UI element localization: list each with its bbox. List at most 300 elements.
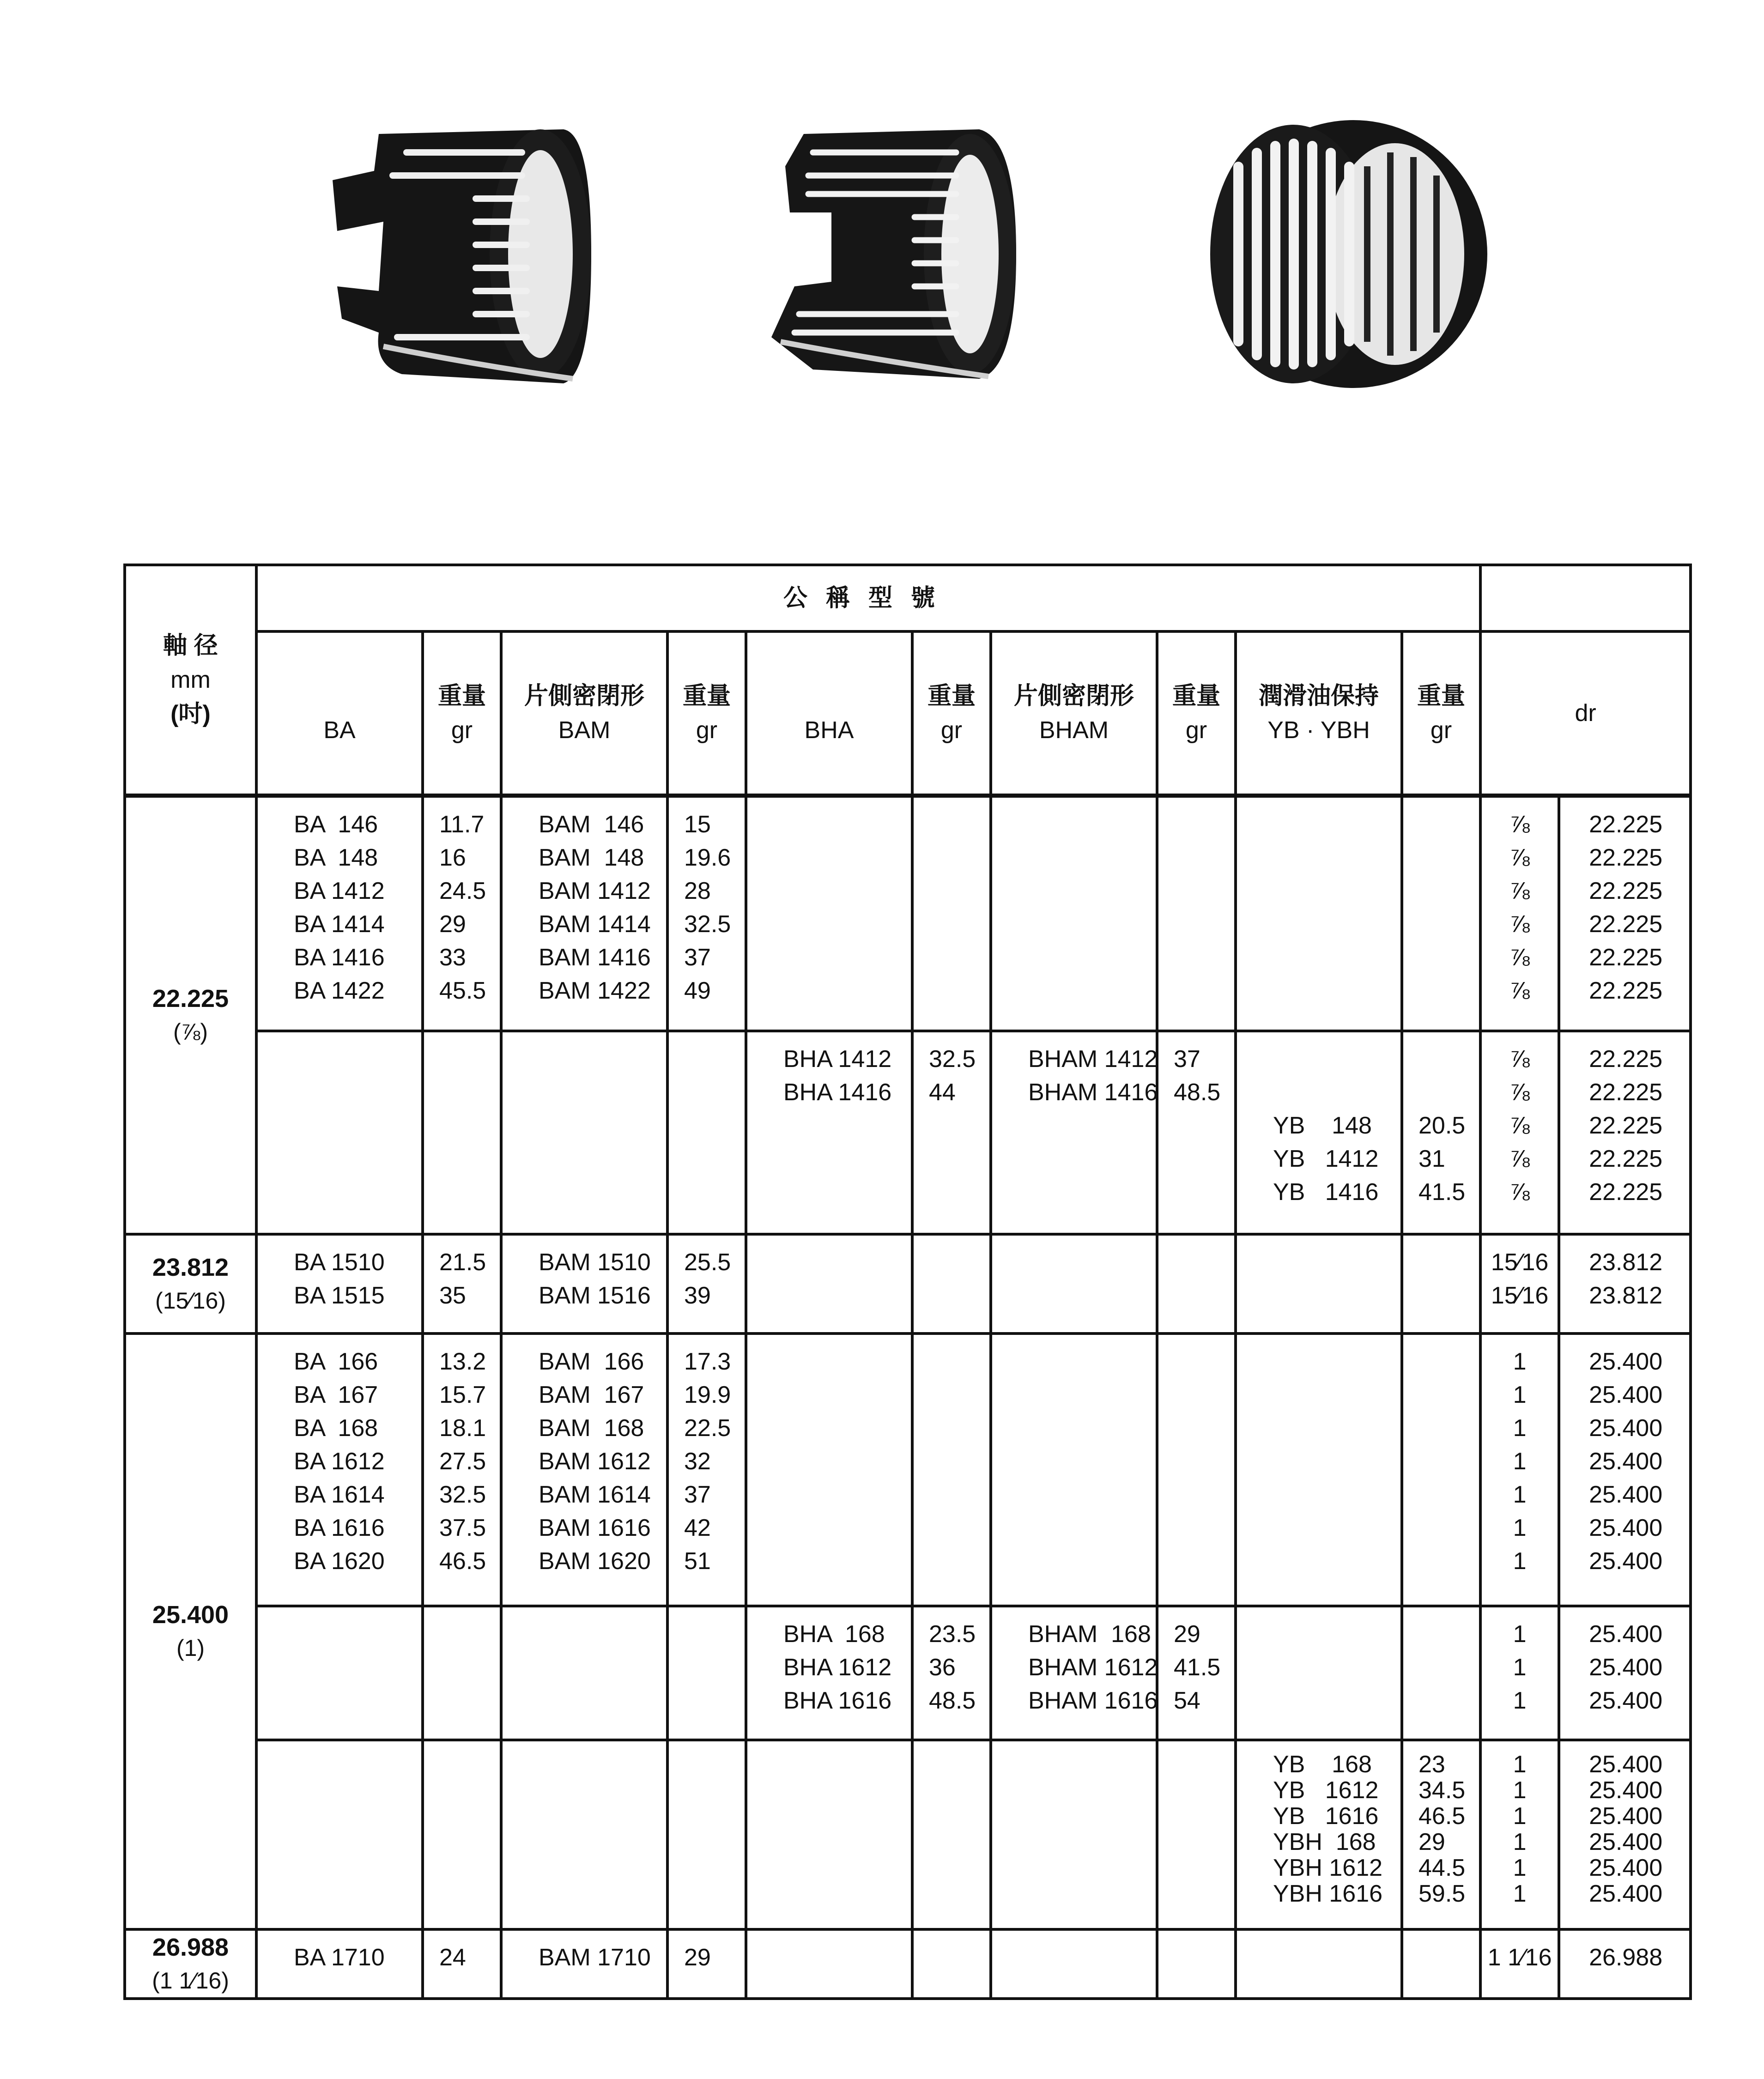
table-cell [667, 1606, 746, 1740]
table-cell [667, 1234, 746, 1333]
cell-value: BAM 1516 [539, 1282, 651, 1309]
cell-value [1418, 1043, 1479, 1076]
table-cell [1236, 1234, 1402, 1333]
cell-value: 35 [439, 1282, 466, 1309]
cell-value: 44 [929, 1079, 956, 1106]
table-cell [991, 1929, 1157, 1999]
cell-value: BAM 1416 [539, 944, 651, 971]
cell-value: BAM 166 [539, 1348, 644, 1375]
table-cell [1236, 1333, 1402, 1606]
cell-value: 22.225 [1589, 1079, 1663, 1106]
header-weight: 重量 gr [912, 631, 991, 795]
cell-value: ⅞ [1509, 977, 1530, 1004]
cell-value: ⅞ [1509, 877, 1530, 904]
cell-list [1482, 1032, 1558, 1209]
cell-value: 1 1⁄16 [1487, 1944, 1552, 1971]
needle-roller-bearing-half-icon [771, 129, 1016, 379]
cell-value: 25.400 [1589, 1880, 1663, 1907]
table-cell [912, 1929, 991, 1999]
cell-value: 39 [684, 1282, 711, 1309]
cell-value: BA 1616 [294, 1515, 385, 1541]
cell-value: 1 [1513, 1654, 1527, 1681]
cell-list [258, 1236, 421, 1312]
cell-value: 22.225 [1589, 1112, 1663, 1139]
cell-value: ⅞ [1509, 1146, 1530, 1172]
cell-value: 24 [439, 1944, 466, 1971]
table-cell [1480, 1606, 1559, 1740]
header-dr: dr [1480, 631, 1691, 795]
table-cell [1236, 1740, 1402, 1929]
cell-value: BA 1416 [294, 944, 385, 971]
table-cell [746, 1606, 912, 1740]
cell-value: BAM 1510 [539, 1249, 651, 1276]
header-weight: 重量 gr [667, 631, 746, 795]
cell-value: 1 [1513, 1829, 1527, 1855]
illustrations [0, 0, 1764, 508]
table-cell [1402, 795, 1480, 1031]
cell-value: BA 1710 [294, 1944, 385, 1971]
cell-value: 23.812 [1589, 1282, 1663, 1309]
cell-value: BHA 168 [783, 1621, 885, 1648]
cell-value: 1 [1513, 1855, 1527, 1881]
table-cell [1559, 1606, 1691, 1740]
table-cell [501, 1031, 667, 1234]
cell-value: ⅞ [1509, 1179, 1530, 1206]
cell-list [424, 798, 500, 1007]
table-cell [991, 1031, 1157, 1234]
table-cell [423, 1929, 501, 1999]
bha-bearing-figure [762, 120, 1021, 388]
table-row [125, 795, 1691, 1031]
cell-value: 37 [684, 944, 711, 971]
cell-value: 1 [1513, 1348, 1527, 1375]
cell-value: 37.5 [439, 1515, 486, 1541]
cell-value: 22.225 [1589, 811, 1663, 838]
cell-value: ⅞ [1509, 1079, 1530, 1106]
cell-list [669, 1931, 745, 1974]
table-row [125, 1234, 1691, 1333]
cell-list [424, 1931, 500, 1974]
cell-value: BHAM 1416 [1028, 1079, 1158, 1106]
table-cell [423, 1234, 501, 1333]
cell-value: 22.225 [1589, 1146, 1663, 1172]
cell-value: 1 [1513, 1621, 1527, 1648]
cell-list [1403, 1741, 1479, 1907]
cell-value: BA 1515 [294, 1282, 385, 1309]
cell-value: 1 [1513, 1687, 1527, 1714]
table-cell [256, 795, 423, 1031]
yb-bearing-figure [1201, 115, 1487, 393]
table-row [125, 1929, 1691, 1999]
table-cell [256, 1333, 423, 1606]
table-cell [1157, 1333, 1236, 1606]
table-cell [667, 1740, 746, 1929]
cell-value: 36 [929, 1654, 956, 1681]
cell-value: 1 [1513, 1777, 1527, 1804]
cell-value: 33 [439, 944, 466, 971]
cell-value: ⅞ [1509, 844, 1530, 871]
cell-value: BA 148 [294, 844, 378, 871]
cell-value: 23.5 [929, 1621, 976, 1648]
cell-value: BAM 168 [539, 1415, 644, 1442]
cell-list [669, 1335, 745, 1578]
cell-list [1158, 1607, 1234, 1717]
cell-value: 25.400 [1589, 1548, 1663, 1575]
table-cell [912, 1740, 991, 1929]
table-cell [746, 1929, 912, 1999]
table-cell [912, 1234, 991, 1333]
cell-value: 19.9 [684, 1382, 731, 1408]
cell-value: 32.5 [929, 1046, 976, 1073]
table-cell [667, 1333, 746, 1606]
table-cell [256, 1929, 423, 1999]
cell-value: 15⁄16 [1491, 1249, 1549, 1276]
cell-value: BHA 1616 [783, 1687, 892, 1714]
table-cell [667, 795, 746, 1031]
cell-value: BHAM 1612 [1028, 1654, 1158, 1681]
table-cell [423, 1031, 501, 1234]
table-cell [1236, 1929, 1402, 1999]
cell-value: YB 1612 [1273, 1777, 1379, 1804]
cell-value: 34.5 [1418, 1777, 1466, 1804]
table-cell [991, 1606, 1157, 1740]
cell-value: 23.812 [1589, 1249, 1663, 1276]
cell-list [1560, 1931, 1689, 1974]
header-yb: 潤滑油保持 YB · YBH [1236, 631, 1402, 795]
cell-value: BA 1614 [294, 1481, 385, 1508]
cell-value: 24.5 [439, 877, 486, 904]
cell-value: 11.7 [439, 811, 485, 838]
needle-roller-bearing-full-icon [1210, 120, 1487, 388]
table-cell [256, 1031, 423, 1234]
header-weight: 重量 gr [1402, 631, 1480, 795]
table-cell [991, 1740, 1157, 1929]
cell-value: 25.400 [1589, 1415, 1663, 1442]
cell-value: 22.225 [1589, 877, 1663, 904]
cell-value: 22.225 [1589, 1046, 1663, 1073]
cell-value: 16 [439, 844, 466, 871]
cell-value: BA 1414 [294, 910, 385, 938]
cell-list [1560, 1607, 1689, 1717]
cell-value: BA 167 [294, 1382, 378, 1408]
cell-value: YBH 1612 [1273, 1855, 1383, 1881]
table-cell [991, 795, 1157, 1031]
cell-value: YB 168 [1273, 1751, 1372, 1778]
table-cell [1157, 1606, 1236, 1740]
cell-value: BHAM 1616 [1028, 1687, 1158, 1714]
cell-list [1237, 1032, 1400, 1209]
header-ba: BA [256, 631, 423, 795]
cell-list [1560, 1236, 1689, 1312]
cell-value: 48.5 [1174, 1079, 1221, 1106]
table-cell [256, 1234, 423, 1333]
table-cell [1236, 795, 1402, 1031]
table-cell [423, 795, 501, 1031]
table-cell [1480, 1333, 1559, 1606]
table-cell [1480, 1234, 1559, 1333]
table-cell [501, 1333, 667, 1606]
cell-list [1560, 1741, 1689, 1907]
cell-value: 25.400 [1589, 1382, 1663, 1408]
table-cell [1402, 1333, 1480, 1606]
header-bham: 片側密閉形 BHAM [991, 631, 1157, 795]
cell-value: 25.400 [1589, 1687, 1663, 1714]
table-cell [746, 795, 912, 1031]
cell-list [1482, 1741, 1558, 1907]
table-cell [1236, 1031, 1402, 1234]
table-cell [256, 1740, 423, 1929]
cell-value: 28 [684, 877, 711, 904]
cell-value: 22.225 [1589, 1179, 1663, 1206]
table-cell [746, 1333, 912, 1606]
cell-value: 32.5 [684, 910, 731, 938]
cell-value: 22.225 [1589, 910, 1663, 938]
shaft-cell: 23.812 (15⁄16) [125, 1234, 256, 1333]
cell-value: 26.988 [1589, 1944, 1663, 1971]
cell-list [1482, 1931, 1558, 1974]
table-cell [1402, 1929, 1480, 1999]
cell-value: BAM 1616 [539, 1515, 651, 1541]
spec-table [123, 564, 1692, 2000]
cell-value: BA 146 [294, 811, 378, 838]
cell-value: BAM 167 [539, 1382, 644, 1408]
ba-bearing-figure [323, 115, 591, 393]
cell-list [258, 1335, 421, 1578]
cell-list [503, 798, 666, 1007]
cell-value: ⅞ [1509, 811, 1530, 838]
cell-value: 29 [439, 910, 466, 938]
cell-value: 25.5 [684, 1249, 731, 1276]
cell-value: 46.5 [1418, 1803, 1466, 1830]
cell-value: BA 1412 [294, 877, 385, 904]
cell-value: 22.225 [1589, 844, 1663, 871]
cell-list [914, 1032, 989, 1109]
header-blank [1480, 565, 1691, 631]
table-cell [667, 1929, 746, 1999]
cell-list [914, 1607, 989, 1717]
table-row [125, 1740, 1691, 1929]
cell-value: 1 [1513, 1448, 1527, 1475]
header-shaft: 軸 径 mm (吋) [125, 565, 256, 795]
cell-value [1273, 1043, 1400, 1076]
cell-value: BHA 1612 [783, 1654, 892, 1681]
cell-value: 25.400 [1589, 1855, 1663, 1881]
table-cell [1402, 1606, 1480, 1740]
cell-list [1482, 798, 1558, 1007]
cell-value: YBH 168 [1273, 1829, 1376, 1855]
cell-value: 37 [1174, 1046, 1200, 1073]
cell-value: BAM 1710 [539, 1944, 651, 1971]
table-cell [1559, 1234, 1691, 1333]
cell-value: BA 1620 [294, 1548, 385, 1575]
cell-list [1403, 1032, 1479, 1209]
cell-value: 25.400 [1589, 1481, 1663, 1508]
table-cell [1559, 1333, 1691, 1606]
cell-value: 25.400 [1589, 1348, 1663, 1375]
table-cell [423, 1333, 501, 1606]
cell-list [424, 1335, 500, 1578]
cell-value: BA 168 [294, 1415, 378, 1442]
cell-value: YB 1416 [1273, 1179, 1379, 1206]
table-cell [912, 1606, 991, 1740]
cell-list [1560, 798, 1689, 1007]
header-group-title: 公稱型號 [256, 565, 1480, 631]
cell-value: BAM 1414 [539, 910, 651, 938]
cell-value: 31 [1418, 1146, 1445, 1172]
cell-value: 17.3 [684, 1348, 731, 1375]
header-bha: BHA [746, 631, 912, 795]
cell-value: BA 1510 [294, 1249, 385, 1276]
table-cell [991, 1234, 1157, 1333]
cell-list [1482, 1607, 1558, 1717]
table-cell [1480, 1031, 1559, 1234]
table-cell [1559, 1031, 1691, 1234]
cell-value: BAM 1412 [539, 877, 651, 904]
cell-value: BHA 1416 [783, 1079, 892, 1106]
cell-value: 1 [1513, 1481, 1527, 1508]
table-cell [423, 1606, 501, 1740]
cell-value: BHAM 1412 [1028, 1046, 1158, 1073]
table-cell [501, 1929, 667, 1999]
cell-value: 48.5 [929, 1687, 976, 1714]
header-bam: 片側密閉形 BAM [501, 631, 667, 795]
cell-value: ⅞ [1509, 944, 1530, 971]
cell-value: 32 [684, 1448, 711, 1475]
table-cell [501, 1740, 667, 1929]
cell-list [503, 1335, 666, 1578]
cell-value: ⅞ [1509, 1112, 1530, 1139]
cell-value: 23 [1418, 1751, 1445, 1778]
cell-value: 25.400 [1589, 1829, 1663, 1855]
table-cell [667, 1031, 746, 1234]
cell-list [1158, 1032, 1234, 1109]
cell-value: 15.7 [439, 1382, 486, 1408]
cell-value: 51 [684, 1548, 711, 1575]
cell-value: ⅞ [1509, 1046, 1530, 1073]
cell-value: 1 [1513, 1415, 1527, 1442]
table-cell [256, 1606, 423, 1740]
cell-value: 27.5 [439, 1448, 486, 1475]
cell-value: BA 1422 [294, 977, 385, 1004]
cell-value: 1 [1513, 1751, 1527, 1778]
cell-list [1560, 1335, 1689, 1578]
cell-list [1482, 1335, 1558, 1578]
cell-value: 25.400 [1589, 1448, 1663, 1475]
shaft-cell: 22.225 (⅞) [125, 795, 256, 1234]
table-cell [1480, 1740, 1559, 1929]
table-cell [912, 795, 991, 1031]
cell-value: 20.5 [1418, 1112, 1466, 1139]
cell-value: BAM 148 [539, 844, 644, 871]
table-cell [501, 1606, 667, 1740]
cell-value: 46.5 [439, 1548, 486, 1575]
table-cell [1157, 1234, 1236, 1333]
cell-value: 21.5 [439, 1249, 486, 1276]
table-cell [1559, 795, 1691, 1031]
cell-list [258, 798, 421, 1007]
cell-list [1560, 1032, 1689, 1209]
table-cell [1236, 1606, 1402, 1740]
cell-value: 25.400 [1589, 1621, 1663, 1648]
cell-value: BAM 146 [539, 811, 644, 838]
table-cell [1559, 1929, 1691, 1999]
table-cell [746, 1031, 912, 1234]
cell-value: BHAM 168 [1028, 1621, 1151, 1648]
cell-list [992, 1032, 1156, 1109]
cell-list [747, 1032, 911, 1109]
cell-value: 41.5 [1418, 1179, 1466, 1206]
cell-value: BAM 1422 [539, 977, 651, 1004]
cell-value [1273, 1076, 1400, 1109]
cell-value: YB 1412 [1273, 1146, 1379, 1172]
cell-value: 41.5 [1174, 1654, 1221, 1681]
cell-list [669, 1236, 745, 1312]
table-cell [1402, 1740, 1480, 1929]
cell-value: 25.400 [1589, 1751, 1663, 1778]
cell-value: BA 166 [294, 1348, 378, 1375]
cell-value: 25.400 [1589, 1777, 1663, 1804]
table-cell [1402, 1031, 1480, 1234]
cell-value [1418, 1076, 1479, 1109]
cell-value: 54 [1174, 1687, 1200, 1714]
table-row [125, 1333, 1691, 1606]
header-weight: 重量 gr [423, 631, 501, 795]
cell-value: 32.5 [439, 1481, 486, 1508]
table-cell [1480, 1929, 1559, 1999]
table-cell [1402, 1234, 1480, 1333]
cell-value: 1 [1513, 1382, 1527, 1408]
table-cell [991, 1333, 1157, 1606]
cell-value: 44.5 [1418, 1855, 1466, 1881]
cell-value: 25.400 [1589, 1654, 1663, 1681]
cell-value: 1 [1513, 1803, 1527, 1830]
cell-value: YB 148 [1273, 1112, 1372, 1139]
cell-value: 1 [1513, 1515, 1527, 1541]
table-cell [912, 1031, 991, 1234]
cell-value: 59.5 [1418, 1880, 1466, 1907]
cell-value: 49 [684, 977, 711, 1004]
table-cell [501, 1234, 667, 1333]
table-cell [1157, 1031, 1236, 1234]
cell-list [1482, 1236, 1558, 1312]
cell-value: 19.6 [684, 844, 731, 871]
shaft-cell: 26.988 (1 1⁄16) [125, 1929, 256, 1999]
cell-value: 37 [684, 1481, 711, 1508]
table-cell [746, 1234, 912, 1333]
table-cell [1559, 1740, 1691, 1929]
table-row [125, 1606, 1691, 1740]
needle-roller-bearing-open-end-icon [333, 129, 591, 383]
cell-list [258, 1931, 421, 1974]
cell-value: 1 [1513, 1548, 1527, 1575]
cell-list [503, 1236, 666, 1312]
table-cell [1157, 795, 1236, 1031]
cell-value: YB 1616 [1273, 1803, 1379, 1830]
cell-value: 29 [1418, 1829, 1445, 1855]
cell-value: 13.2 [439, 1348, 486, 1375]
cell-value: BHA 1412 [783, 1046, 892, 1073]
cell-value: ⅞ [1509, 910, 1530, 938]
cell-value: 25.400 [1589, 1803, 1663, 1830]
cell-list [747, 1607, 911, 1717]
cell-value: 15 [684, 811, 711, 838]
cell-value: 22.5 [684, 1415, 731, 1442]
cell-value: 45.5 [439, 977, 486, 1004]
table-cell [746, 1740, 912, 1929]
cell-value: BAM 1620 [539, 1548, 651, 1575]
cell-value: 29 [1174, 1621, 1200, 1648]
table-row [125, 1031, 1691, 1234]
